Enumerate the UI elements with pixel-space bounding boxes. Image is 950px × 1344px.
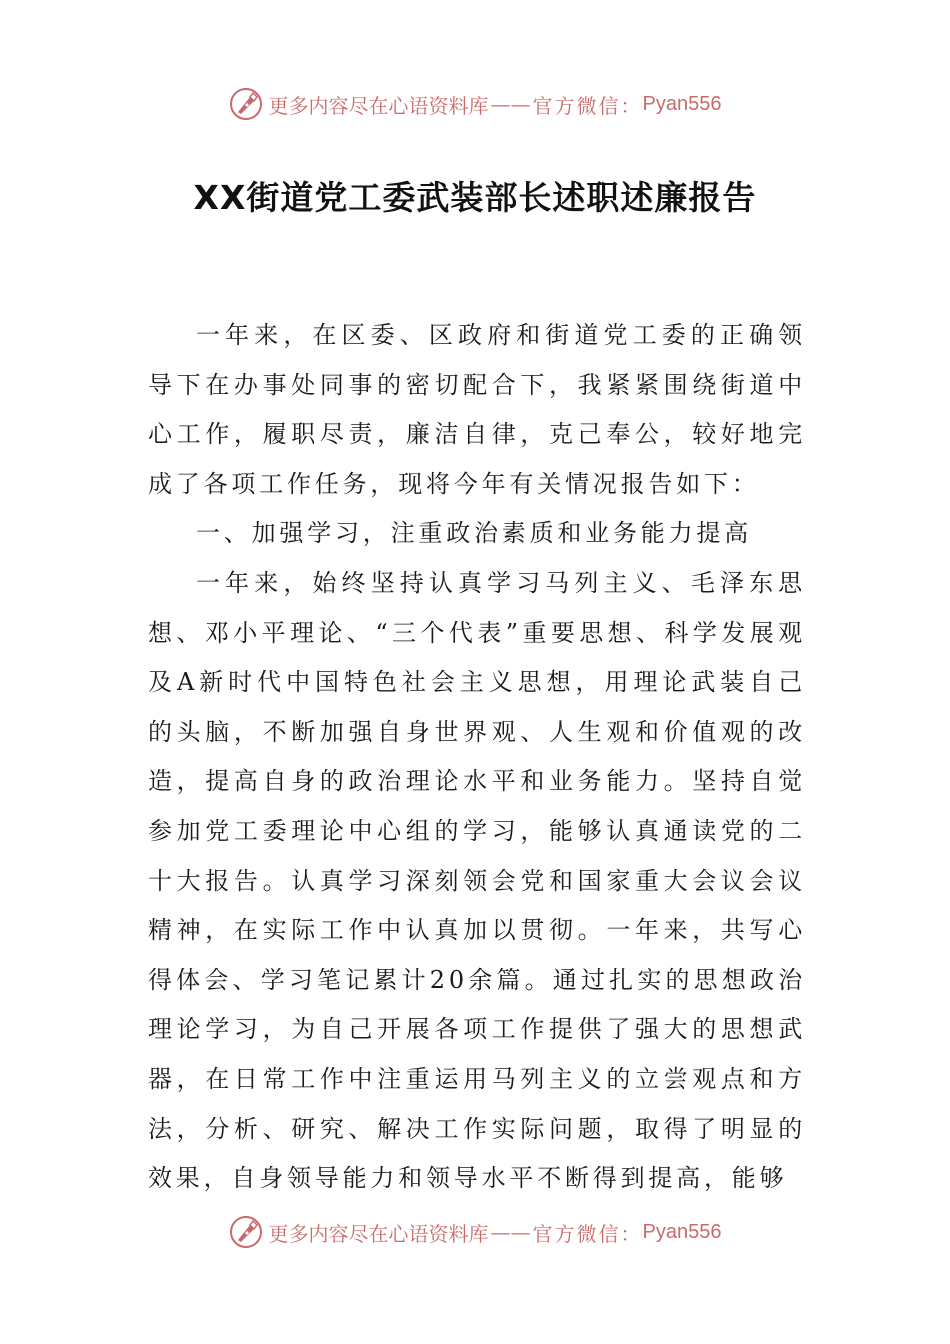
- pen-nib-icon: [229, 87, 263, 121]
- banner-wechat-label: 官方微信：: [532, 93, 643, 118]
- banner-wechat-label: 官方微信：: [532, 1221, 643, 1246]
- banner-separator: ——: [490, 92, 531, 116]
- banner-separator: ——: [490, 1220, 531, 1244]
- banner-brand-text: 更多内容尽在心语资料库: [268, 1221, 489, 1246]
- banner-account-id: Pyan556: [642, 92, 722, 115]
- document-title: XX街道党工委武装部长述职述廉报告: [193, 178, 757, 217]
- body-paragraph-intro: 一年来，在区委、区政府和街道党工委的正确领导下在办事处同事的密切配合下，我紧紧围绕街道中心工作，履职尽责，廉洁自律，克己奉公，较好地完成了各项工作任务，现将今年有关情况报告如下：: [148, 321, 806, 498]
- pen-nib-icon: [229, 1215, 263, 1249]
- section-heading-1: 一、加强学习，注重政治素质和业务能力提高: [196, 519, 752, 548]
- document-body: [148, 311, 806, 1204]
- header-watermark-banner: [0, 84, 950, 124]
- banner-brand-text: 更多内容尽在心语资料库: [268, 93, 489, 118]
- body-paragraph-study: 一年来，始终坚持认真学习马列主义、毛泽东思想、邓小平理论、“三个代表”重要思想、科学发展观及A新时代中国特色社会主义思想，用理论武装自己的头脑，不断加强自身世界观、人生观和价值观的改造，提高自身的政治理论水平和业务能力。坚持自觉参加党工委理论中心组的学习，能够认真通读党的二十大报告。认真学习深刻领会党和国家重大会议会议精神，在实际工作中认真加以贯彻。一年来，共写心得体会、学习笔记累计20余篇。通过扎实的思想政治理论学习，为自己开展各项工作提供了强大的思想武器，在日常工作中注重运用马列主义的立尝观点和方法，分析、研究、解决工作实际问题，取得了明显的效果，自身领导能力和领导水平不断得到提高，能够: [148, 568, 806, 1193]
- footer-watermark-banner: [0, 1212, 950, 1252]
- banner-account-id: Pyan556: [642, 1220, 722, 1243]
